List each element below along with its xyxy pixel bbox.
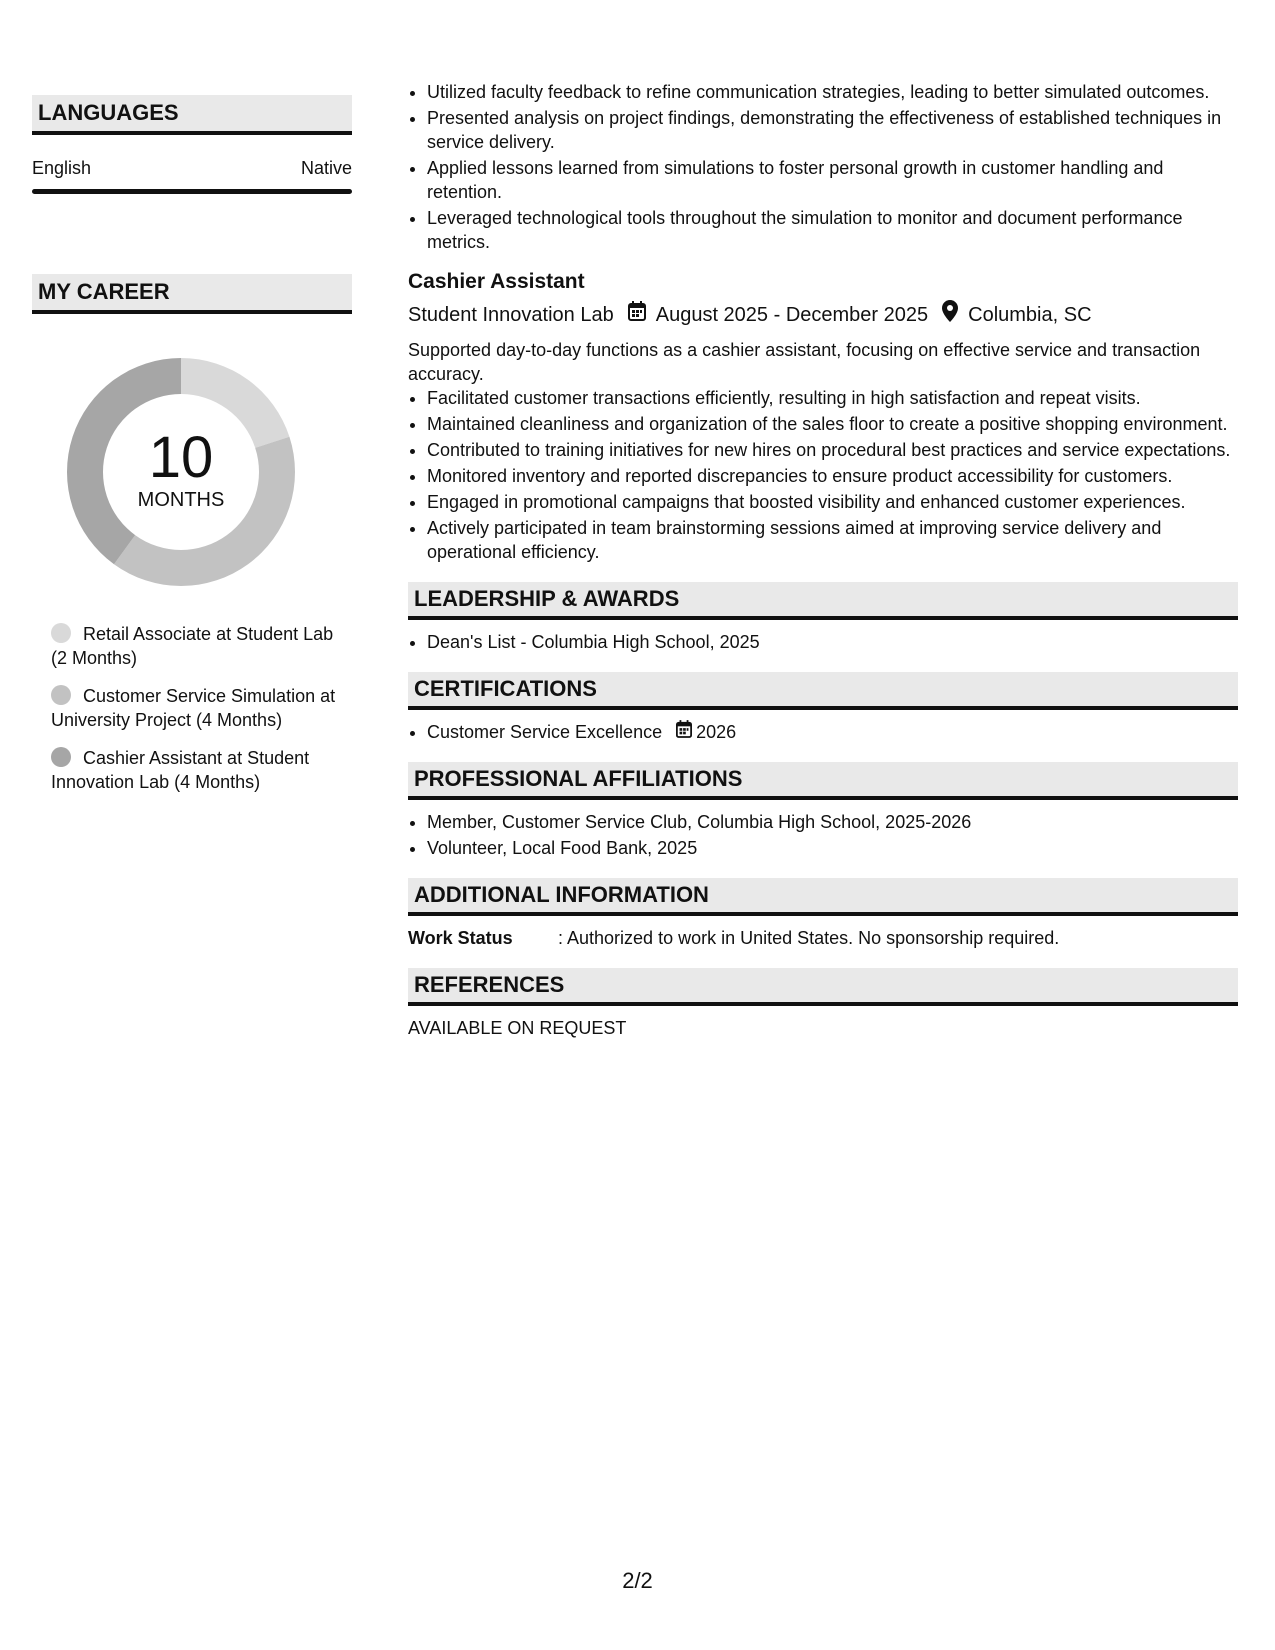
affiliations-list [408, 810, 1238, 860]
page-number: 2/2 [622, 1568, 653, 1593]
work-status-label: Work Status [408, 928, 513, 948]
previous-job-bullets [408, 80, 1238, 254]
left-column [32, 95, 352, 808]
bullet-item: • Contributed to training initiatives for new hires on procedural best practices and service expectations. [427, 438, 1238, 462]
certification-year: 2026 [696, 722, 737, 742]
bullet-item: • Presented analysis on project findings, demonstrating the effectiveness of established techniques in service delivery. [427, 106, 1238, 154]
languages-heading: LANGUAGES [32, 95, 352, 135]
certifications-section [408, 672, 1238, 744]
bullet-item: • Utilized faculty feedback to refine communication strategies, leading to better simulated outcomes. [427, 80, 1238, 104]
donut-center [65, 356, 297, 588]
job-location: Columbia, SC [968, 304, 1092, 326]
bullet-item: • Facilitated customer transactions efficiently, resulting in high satisfaction and repeat visits. [427, 386, 1238, 410]
donut-total-value: 10 [148, 425, 214, 490]
affiliation-item: • Volunteer, Local Food Bank, 2025 [427, 836, 1238, 860]
bullet-item: • Monitored inventory and reported discrepancies to ensure product accessibility for customers. [427, 464, 1238, 488]
job-bullets [408, 386, 1238, 564]
bullet-item: • Maintained cleanliness and organization of the sales floor to create a positive shopping environment. [427, 412, 1238, 436]
career-heading: MY CAREER [32, 274, 352, 314]
job-company: Student Innovation Lab [408, 304, 614, 326]
legend-item [51, 622, 341, 670]
affiliations-heading: PROFESSIONAL AFFILIATIONS [408, 762, 1238, 800]
certification-name: • Customer Service Excellence [427, 722, 663, 742]
work-status-row [408, 926, 1238, 950]
work-status-value: : Authorized to work in United States. No sponsorship required. [558, 928, 1060, 948]
career-legend [51, 622, 341, 794]
legend-dot-icon [51, 623, 71, 643]
legend-label: Retail Associate at Student Lab (2 Months) [51, 624, 334, 668]
certifications-list [408, 720, 1238, 744]
legend-item [51, 746, 341, 794]
career-donut-chart [65, 356, 297, 588]
certification-item [427, 720, 1238, 744]
leadership-list [408, 630, 1238, 654]
leadership-heading: LEADERSHIP & AWARDS [408, 582, 1238, 620]
affiliation-item: • Member, Customer Service Club, Columbia High School, 2025-2026 [427, 810, 1238, 834]
bullet-item: • Actively participated in team brainstorming sessions aimed at improving service delivery and operational efficiency. [427, 516, 1238, 564]
donut-total-unit: MONTHS [137, 489, 225, 511]
job-title: Cashier Assistant [408, 270, 585, 293]
calendar-icon [628, 301, 646, 329]
references-heading: REFERENCES [408, 968, 1238, 1006]
bullet-item: • Engaged in promotional campaigns that boosted visibility and enhanced customer experiences. [427, 490, 1238, 514]
additional-info-section [408, 878, 1238, 950]
language-level-bar [32, 189, 352, 194]
location-pin-icon [942, 300, 958, 330]
legend-label: Customer Service Simulation at University Project (4 Months) [51, 686, 336, 730]
job-description: Supported day-to-day functions as a cashier assistant, focusing on effective service and transaction accuracy. [408, 340, 1201, 384]
language-level: Native [300, 158, 352, 178]
additional-info-heading: ADDITIONAL INFORMATION [408, 878, 1238, 916]
language-name: English [32, 158, 92, 178]
job-meta [408, 300, 1238, 330]
bullet-item: • Applied lessons learned from simulations to foster personal growth in customer handling and retention. [427, 156, 1238, 204]
leadership-section [408, 582, 1238, 654]
legend-label: Cashier Assistant at Student Innovation Lab (4 Months) [51, 748, 310, 792]
references-section [408, 968, 1238, 1040]
bullet-item: • Leveraged technological tools throughout the simulation to monitor and document performance metrics. [427, 206, 1238, 254]
calendar-icon [676, 720, 692, 744]
leadership-item: • Dean's List - Columbia High School, 2025 [427, 630, 1238, 654]
legend-item [51, 684, 341, 732]
job-dates: August 2025 - December 2025 [655, 304, 929, 326]
references-text: AVAILABLE ON REQUEST [408, 1018, 627, 1038]
affiliations-section [408, 762, 1238, 860]
language-row [32, 157, 352, 179]
certifications-heading: CERTIFICATIONS [408, 672, 1238, 710]
legend-dot-icon [51, 685, 71, 705]
legend-dot-icon [51, 747, 71, 767]
right-column [408, 80, 1238, 1040]
